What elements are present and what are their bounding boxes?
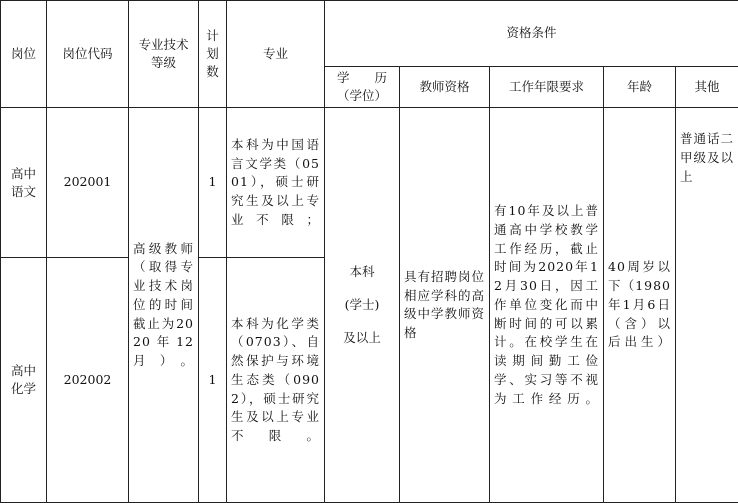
education-line: (学士) [329, 296, 395, 315]
other-cell: 普通话二甲级及以上 [676, 108, 738, 503]
work-years-cell: 有10年及以上普通高中学校教学工作经历，截止时间为2020年12月30日，因工作单位变化而中断时间的可以累计。在校学生在读期间勤工俭学、实习等不视为工作经历。 [490, 108, 604, 503]
plan-cell: 1 [199, 108, 227, 258]
header-plan-count: 计划数 [199, 1, 227, 108]
header-education: 学 历（学位） [325, 67, 400, 108]
header-teacher-cert: 教师资格 [400, 67, 490, 108]
education-line: 及以上 [329, 329, 395, 348]
plan-cell: 1 [199, 258, 227, 503]
major-cell: 本科为中国语言文学类（0501），硕士研究生及以上专业不限； [227, 108, 325, 258]
major-cell: 本科为化学类（0703）、自然保护与环境生态类（0902），硕士研究生及以上专业不限。 [227, 258, 325, 503]
header-work-years: 工作年限要求 [490, 67, 604, 108]
education-line: 本科 [329, 263, 395, 282]
code-cell: 202001 [47, 108, 129, 258]
header-position: 岗位 [1, 1, 47, 108]
code-cell: 202002 [47, 258, 129, 503]
age-cell: 40周岁以下（1980年1月6日（含）以后出生） [604, 108, 676, 503]
position-cell: 高中化学 [1, 258, 47, 503]
header-age: 年龄 [604, 67, 676, 108]
table-row [1, 108, 738, 258]
tech-level-cell: 高级教师（取得专业技术岗位的时间截止为2020年12月）。 [129, 108, 199, 503]
header-major: 专业 [227, 1, 325, 108]
header-tech-level: 专业技术等级 [129, 1, 199, 108]
teacher-cert-cell: 具有招聘岗位相应学科的高级中学教师资格 [400, 108, 490, 503]
education-cell [325, 108, 400, 503]
header-other: 其他 [676, 67, 738, 108]
header-position-code: 岗位代码 [47, 1, 129, 108]
header-qualifications: 资格条件 [325, 1, 738, 67]
position-cell: 高中语文 [1, 108, 47, 258]
